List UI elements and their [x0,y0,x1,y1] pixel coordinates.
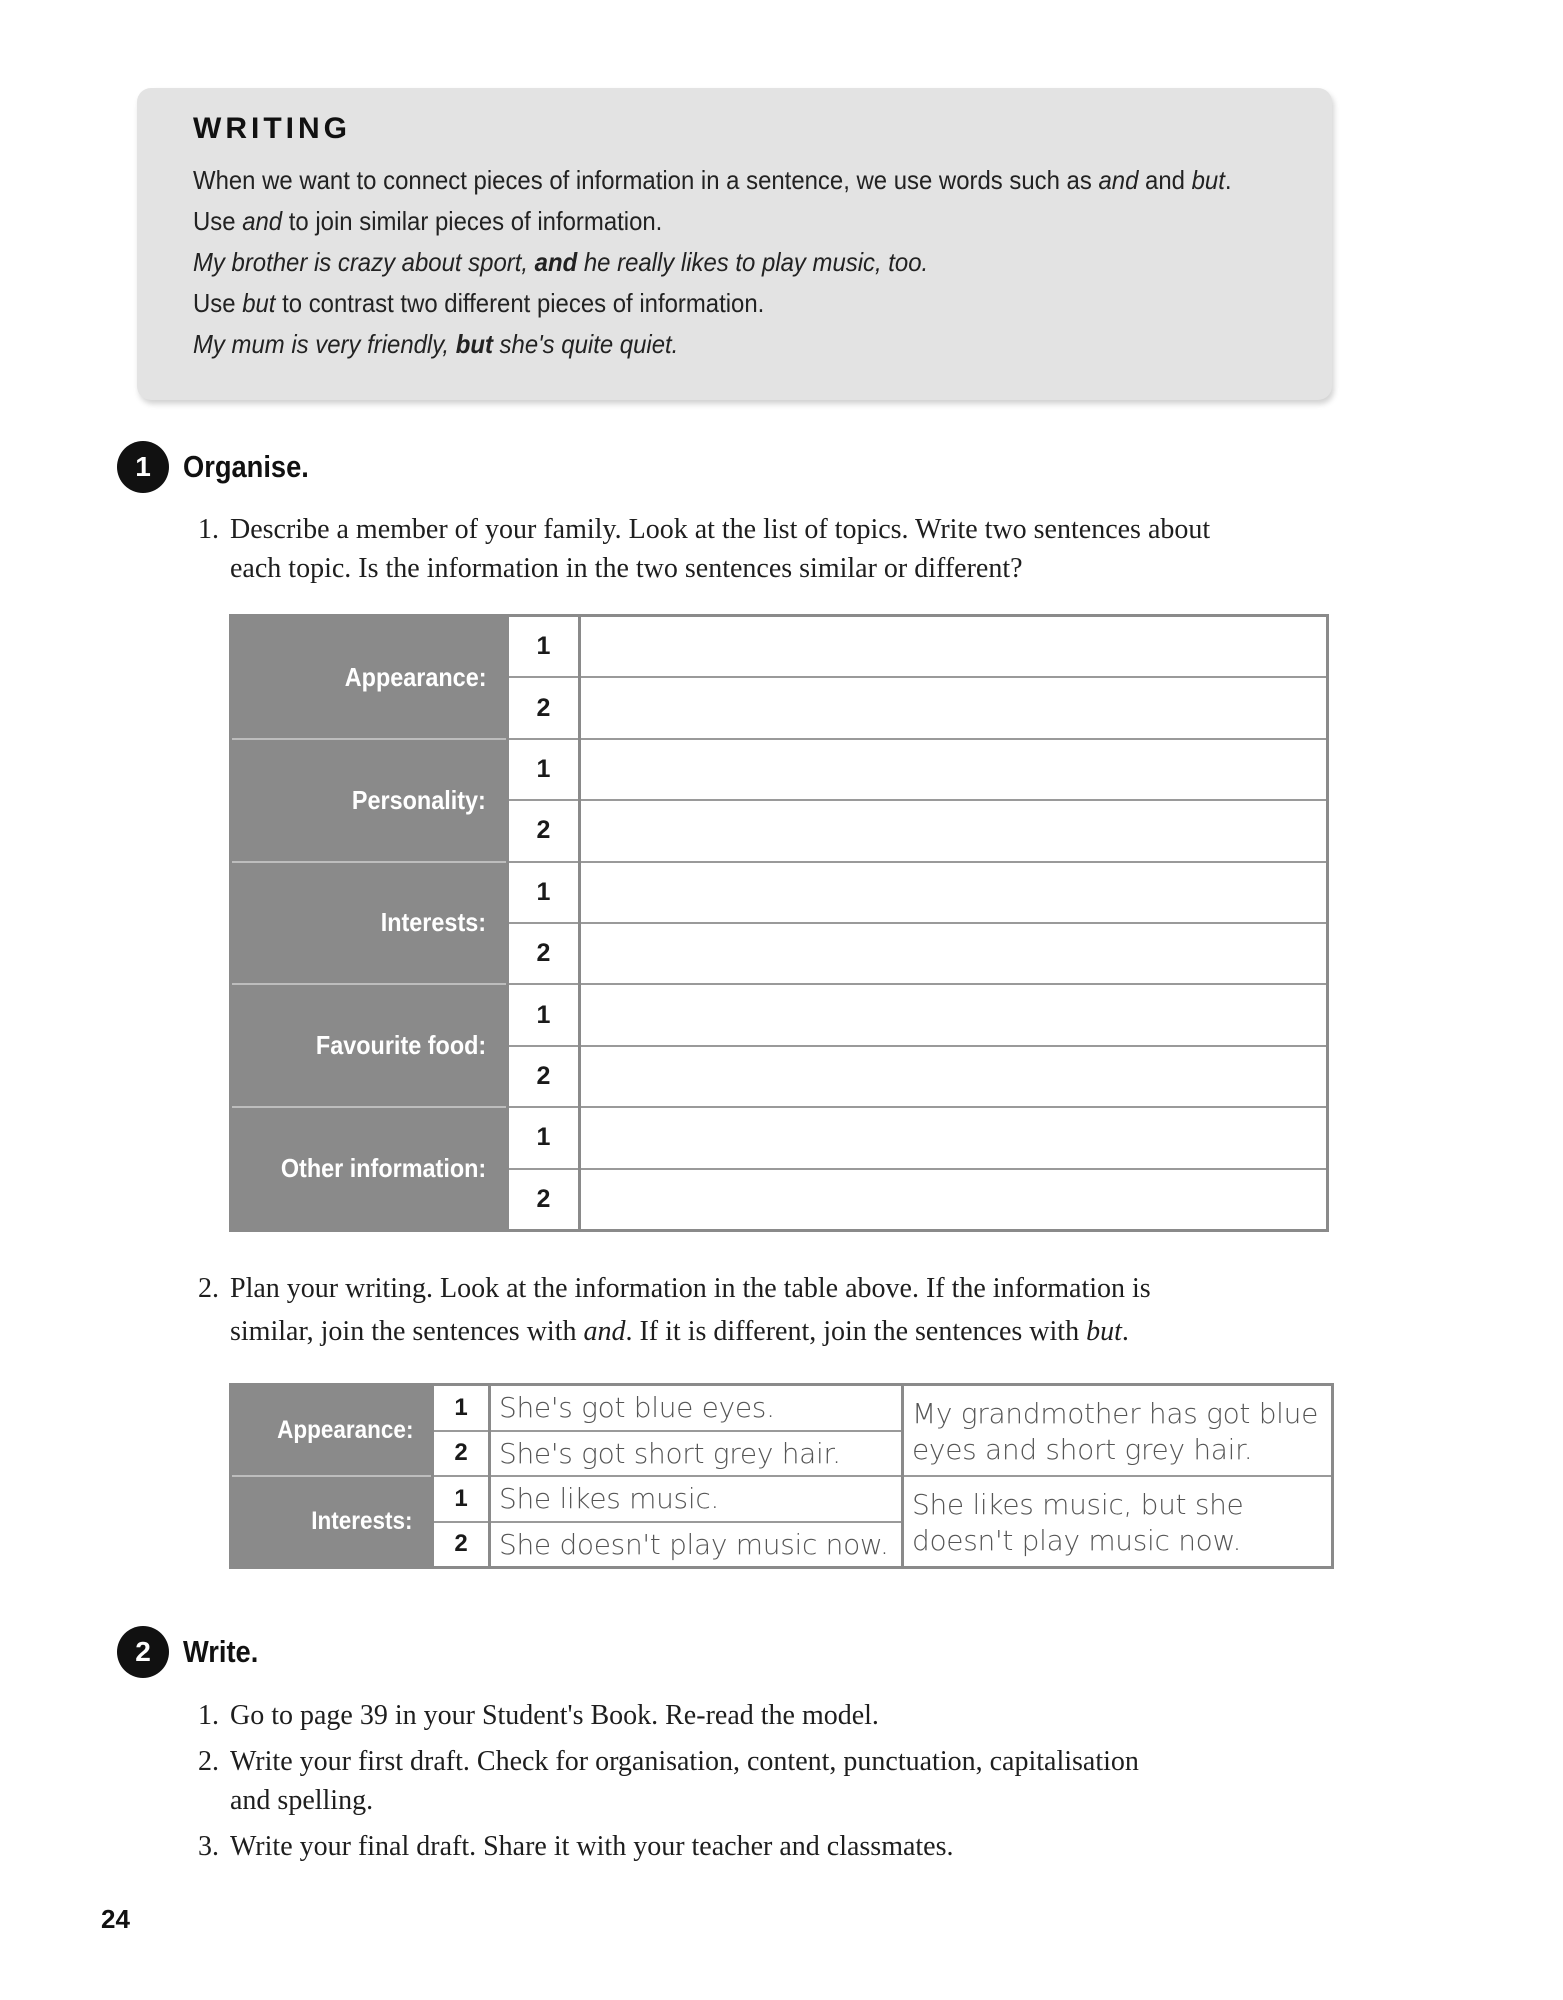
answer-cell[interactable] [581,1170,1326,1229]
row-number-column [431,1386,491,1566]
row-number: 1 [509,740,578,801]
row-number: 1 [434,1386,488,1432]
joined-sentences-column [904,1386,1331,1566]
answer-cell[interactable] [581,863,1326,924]
answer-cell[interactable] [581,740,1326,801]
row-number: 2 [536,1184,551,1213]
row-number: 2 [509,1047,578,1108]
instruction-1-2: 2. Plan your writing. Look at the information in the table above. If the information is similar, join the sentences with and. If it is different, join the sentences with but. [198,1273,1151,1347]
joined-sentence: She likes music, but she doesn't play music now. [912,1488,1244,1557]
topic-label: Favourite food: [232,985,506,1108]
example-sentence: She doesn't play music now. [499,1527,889,1561]
row-number: 1 [509,617,578,678]
page-number: 24 [101,1904,130,1934]
answer-cell[interactable] [581,678,1326,739]
row-number: 1 [434,1477,488,1523]
topic-labels [232,617,506,1229]
section-2-header [117,1626,269,1678]
writing-example-1: My brother is crazy about sport, and he really likes to play music, too. [193,247,929,277]
writing-example-2: My mum is very friendly, but she's quite quiet. [193,329,679,359]
row-number: 2 [509,678,578,739]
topic-label: Appearance: [232,617,506,740]
answer-cell[interactable] [581,1108,1326,1169]
instruction-1-1: 1. Describe a member of your family. Look at the list of topics. Write two sentences about each topic. Is the information in the two sentences similar or different? [198,514,1211,584]
example-table [229,1383,1334,1569]
answer-cell[interactable] [581,985,1326,1046]
topic-label: Appearance: [232,1386,431,1477]
writing-line-2: Use and to join similar pieces of information. [193,206,663,236]
answer-cell[interactable] [581,1047,1326,1108]
writing-line-4: Use but to contrast two different pieces of information. [193,288,765,318]
row-number: 1 [509,1108,578,1169]
write-instructions: 1. Go to page 39 in your Student's Book. Re-read the model. 2. Write your first draft. Check for organisation, content, punctuation, capitalisation and spelling. 3. Write your final draft. Share it with your teacher and classmates. [198,1700,1139,1862]
row-number-column [506,617,581,1229]
answer-cell[interactable] [581,924,1326,985]
topic-label: Other information: [280,1153,486,1184]
row-number: 1 [509,863,578,924]
section-title: Write. [183,1634,259,1669]
topic-label: Personality: [232,740,506,863]
row-number: 2 [509,924,578,985]
topic-label: Interests: [311,1507,413,1535]
example-sentence: She's got short grey hair. [491,1432,901,1478]
row-number: 1 [509,985,578,1046]
example-sentences-column [491,1386,904,1566]
writing-tip-box [137,88,1332,400]
answer-column [581,617,1326,1229]
topic-label: Interests: [232,863,506,986]
writing-line-1: When we want to connect pieces of information in a sentence, we use words such as and and but. [193,165,1232,195]
answer-cell[interactable] [581,617,1326,678]
example-sentence: She likes music. [491,1477,901,1523]
joined-sentence: My grandmother has got blue eyes and short grey hair. [904,1386,1331,1477]
section-number-badge: 1 [117,441,169,493]
row-number: 2 [434,1432,488,1478]
example-sentence: She's got blue eyes. [491,1386,901,1432]
section-1-header [117,441,326,493]
section-number-badge: 2 [117,1626,169,1678]
row-number: 2 [454,1530,468,1558]
topics-table [229,614,1329,1232]
example-topic-labels [232,1386,431,1566]
answer-cell[interactable] [581,801,1326,862]
writing-title: WRITING [193,112,351,145]
row-number: 2 [509,801,578,862]
section-title: Organise. [183,449,309,484]
